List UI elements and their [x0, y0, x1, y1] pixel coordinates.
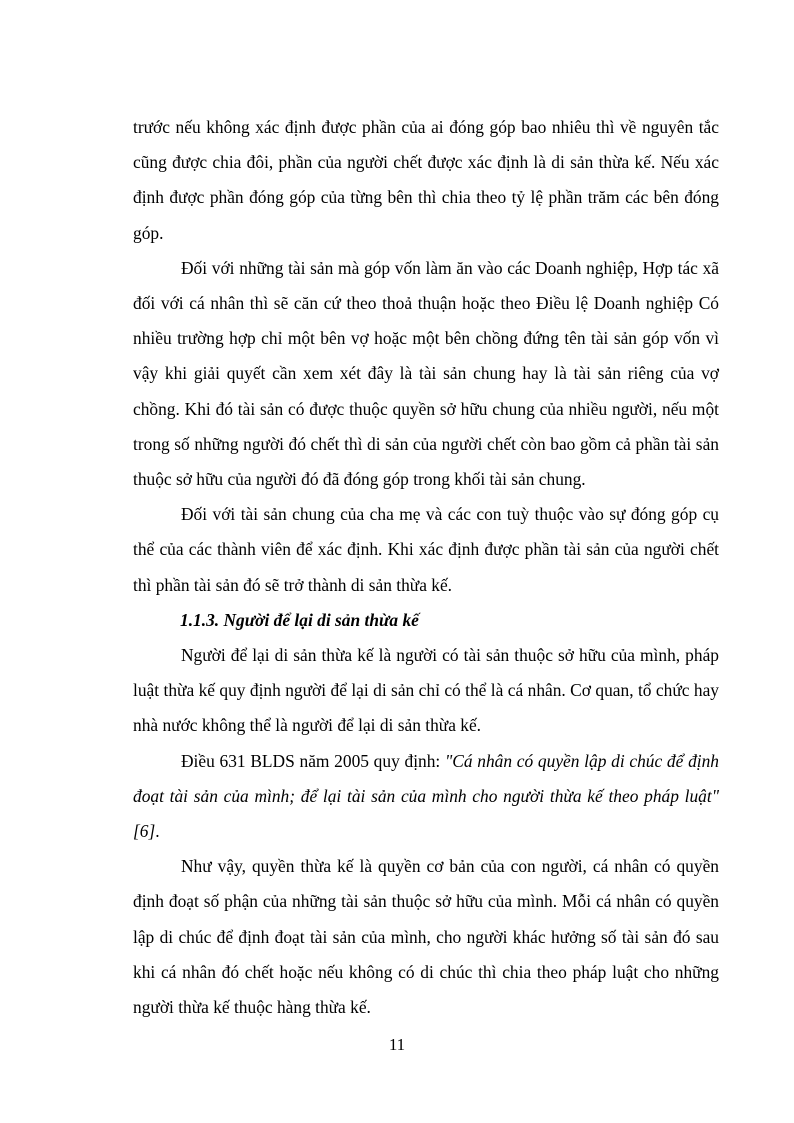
section-heading: 1.1.3. Người để lại di sản thừa kế: [180, 609, 419, 630]
paragraph-business-capital: Đối với những tài sản mà góp vốn làm ăn vào các Doanh nghiệp, Hợp tác xã đối với cá nhân thì sẽ căn cứ theo thoả thuận hoặc theo Điều lệ Doanh nghiệp Có nhiều trường hợp chỉ một bên vợ hoặc một bên chồng đứng tên tài sản góp vốn vì vậy khi giải quyết cần xem xét đây là tài sản chung hay là tài sản riêng của vợ chồng. Khi đó tài sản có được thuộc quyền sở hữu chung của nhiều người, nếu một trong số những người đó chết thì di sản của người chết còn bao gồm cả phần tài sản thuộc sở hữu của người đó đã đóng góp trong khối tài sản chung.: [133, 257, 719, 490]
document-body: [133, 110, 719, 1025]
paragraph-testator-definition: Người để lại di sản thừa kế là người có tài sản thuộc sở hữu của mình, pháp luật thừa kế quy định người để lại di sản chỉ có thể là cá nhân. Cơ quan, tổ chức hay nhà nước không thể là người để lại di sản thừa kế.: [133, 645, 719, 736]
paragraph-legal-citation: [133, 744, 719, 850]
citation-end: .: [155, 821, 160, 842]
paragraph-continuation: trước nếu không xác định được phần của ai đóng góp bao nhiêu thì về nguyên tắc cũng được chia đôi, phần của người chết được xác định là di sản thừa kế. Nếu xác định được phần đóng góp của từng bên thì chia theo tỷ lệ phần trăm các bên đóng góp.: [133, 117, 719, 243]
citation-lead: Điều 631 BLDS năm 2005 quy định:: [181, 750, 445, 771]
citation-quote: "Cá nhân có quyền lập di chúc để định đoạt tài sản của mình; để lại tài sản của mình cho người thừa kế theo pháp luật" [6]: [133, 750, 719, 842]
paragraph-conclusion: Như vậy, quyền thừa kế là quyền cơ bản của con người, cá nhân có quyền định đoạt số phận của những tài sản thuộc sở hữu của mình. Mỗi cá nhân có quyền lập di chúc để định đoạt tài sản của mình, cho người khác hưởng số tài sản đó sau khi cá nhân đó chết hoặc nếu không có di chúc thì chia theo pháp luật cho những người thừa kế thuộc hàng thừa kế.: [133, 856, 719, 1018]
page-number: 11: [388, 1035, 406, 1054]
paragraph-family-property: Đối với tài sản chung của cha mẹ và các con tuỳ thuộc vào sự đóng góp cụ thể của các thành viên để xác định. Khi xác định được phần tài sản của người chết thì phần tài sản đó sẽ trở thành di sản thừa kế.: [133, 504, 719, 595]
